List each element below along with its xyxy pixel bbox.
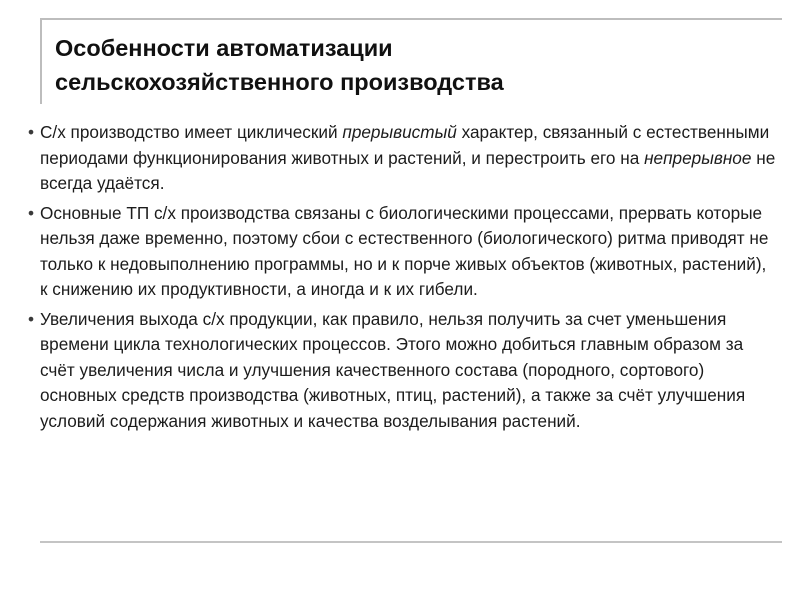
- title-frame-left-line: [40, 18, 42, 104]
- bullet-1-italic-1: прерывистый: [342, 122, 457, 142]
- title-line-2: сельскохозяйственного производства: [55, 69, 504, 95]
- bullet-list: [28, 120, 778, 438]
- bullet-item-3: [28, 307, 778, 435]
- bottom-divider-line: [40, 541, 782, 543]
- bullet-1-text-2: характер, связанный с естественными периодами функционирования животных и растений, и перестроить его на: [40, 122, 770, 168]
- bullet-1-italic-2: непрерывное: [644, 147, 752, 168]
- bullet-marker: •: [28, 202, 35, 223]
- bullet-marker: •: [28, 122, 35, 142]
- slide-title: [55, 31, 775, 99]
- bullet-3-text: Увеличения выхода с/х продукции, как правило, нельзя получить за счет уменьшения времени цикла технологических процессов. Этого можно добиться главным образом за счёт увеличения числа и улучшения качественного состава (породного, сортового) основных средств производства (животных, птиц, растений), а также за счёт улучшения условий содержания животных и качества возделывания растений.: [40, 308, 746, 431]
- title-line-1: Особенности автоматизации: [55, 35, 393, 61]
- bullet-2-text: Основные ТП с/х производства связаны с биологическими процессами, прервать которые нельзя даже временно, поэтому сбои с естественного (биологического) ритма приводят не только к недовыполнению программы, но и к порче живых объектов (животных, растений), к снижению их продуктивности, а иногда и к их гибели.: [40, 202, 769, 299]
- bullet-item-1: [28, 120, 778, 197]
- bullet-1-text: С/х производство имеет циклический: [40, 122, 343, 142]
- bullet-1-text-3: не всегда удаётся.: [40, 147, 776, 193]
- bullet-marker: •: [28, 308, 35, 329]
- bullet-item-2: [28, 201, 778, 303]
- title-frame-top-line: [40, 18, 782, 20]
